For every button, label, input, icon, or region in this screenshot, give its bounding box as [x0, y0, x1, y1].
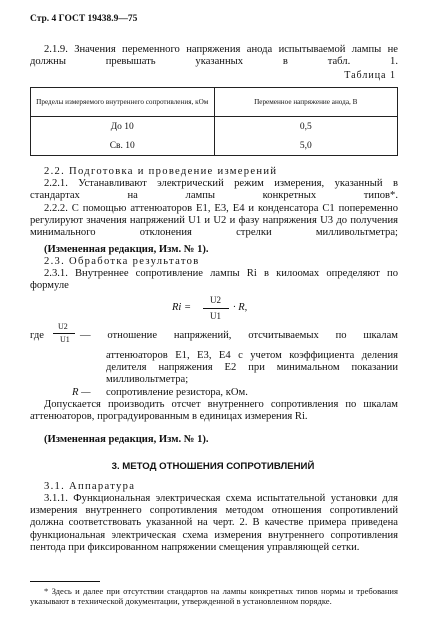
r-symbol: R — — [72, 387, 91, 398]
paragraph-2-2-2: 2.2.2. С помощью аттенюаторов E1, E3, E4 и конденсатора C1 попеременно регулируют значения напряжений U1 и U2 и фазу напряжения U3 до получения минимального отклонения стрелки милливольтметра; — [30, 203, 398, 239]
paragraph-2-1-9: 2.1.9. Значения переменного напряжения анода испытываемой лампы не должны превышать указанных в табл. 1. — [30, 44, 398, 68]
where-text-2: аттенюаторов E1, E3, E4 с учетом коэффициента деления делителя напряжения E2 при минимальном показании милливольтметра; — [106, 350, 398, 386]
paragraph-3-1-1: 3.1.1. Функциональная электрическая схема испытательной установки для измерения внутреннего сопротивления методом отношения сопротивлений должна соответствовать указанной на черт. 2. В качестве примера приведена функциональная электрическая схема измерения внутреннего сопротивления пентода при фиксированном напряжении смещения управляющей сетки. — [30, 493, 398, 553]
formula-denominator: U1 — [210, 311, 221, 321]
formula-lhs: Ri = — [172, 302, 192, 313]
amendment-note: (Измененная редакция, Изм. № 1). — [44, 244, 209, 255]
where-numerator: U2 — [58, 322, 68, 331]
section-3-title: 3. МЕТОД ОТНОШЕНИЯ СОПРОТИВЛЕНИЙ — [111, 461, 315, 472]
heading-3-1: 3.1. Аппаратура — [44, 481, 136, 492]
paragraph-allowed: Допускается производить отсчет внутреннего сопротивления по шкалам аттенюаторов, проградуированным в единицах измерения Ri. — [30, 399, 398, 423]
table-header-voltage: Переменное напряжение анода, В — [214, 88, 398, 117]
formula-numerator: U2 — [210, 295, 221, 305]
formula-rhs: · R, — [233, 302, 248, 313]
fraction-bar — [53, 333, 75, 334]
footnote-divider — [30, 581, 100, 582]
where-denominator: U1 — [60, 335, 70, 344]
table-cell: 0,5 — [214, 117, 398, 137]
fraction-bar — [203, 308, 229, 309]
paragraph-2-2-1: 2.2.1. Устанавливают электрический режим измерения, указанный в стандартах на лампы конкретных типов*. — [30, 178, 398, 202]
heading-2-2: 2.2. Подготовка и проведение измерений — [44, 166, 278, 177]
where-text-1: — отношение напряжений, отсчитываемых по шкалам — [80, 330, 398, 341]
paragraph-2-3-1: 2.3.1. Внутреннее сопротивление лампы Ri в килоомах определяют по формуле — [30, 268, 398, 292]
r-description: сопротивление резистора, кОм. — [106, 387, 248, 398]
amendment-note: (Измененная редакция, Изм. № 1). — [44, 434, 209, 445]
table-caption: Таблица 1 — [344, 70, 396, 81]
footnote: * Здесь и далее при отсутствии стандартов на лампы конкретных типов нормы и требования указывают в технической документации, утвержденной в установленном порядке. — [30, 586, 398, 607]
table-cell: Св. 10 — [31, 136, 215, 156]
heading-2-3: 2.3. Обработка результатов — [44, 256, 200, 267]
where-prefix: где — [30, 330, 44, 341]
table-cell: 5,0 — [214, 136, 398, 156]
table-header-range: Пределы измеряемого внутреннего сопротивления, кОм — [31, 88, 215, 117]
table-cell: До 10 — [31, 117, 215, 137]
table-1 — [30, 87, 398, 156]
page-header: Стр. 4 ГОСТ 19438.9—75 — [30, 14, 138, 24]
